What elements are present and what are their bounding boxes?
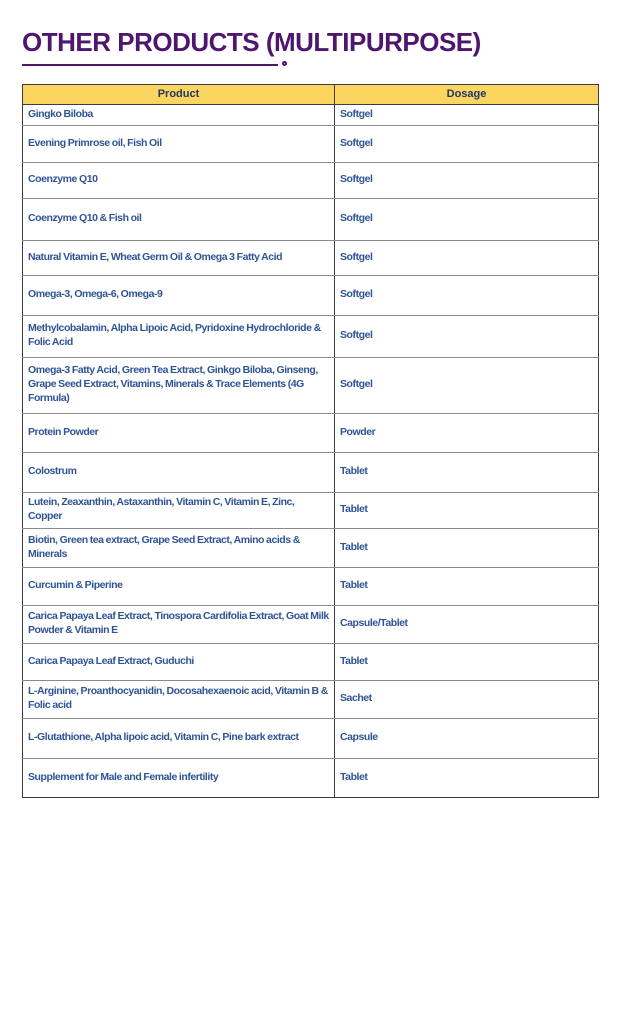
table-row [23,162,599,198]
dosage-cell: Tablet [335,567,599,605]
dosage-cell: Softgel [335,275,599,315]
product-cell: Coenzyme Q10 [23,162,335,198]
dosage-cell: Capsule [335,718,599,758]
product-cell: Protein Powder [23,413,335,452]
table-row [23,605,599,643]
column-header-dosage: Dosage [335,84,599,104]
product-cell: Evening Primrose oil, Fish Oil [23,125,335,162]
table-row [23,315,599,357]
product-cell: L-Glutathione, Alpha lipoic acid, Vitamin C, Pine bark extract [23,718,335,758]
table-row [23,758,599,797]
product-cell: Methylcobalamin, Alpha Lipoic Acid, Pyridoxine Hydrochloride & Folic Acid [23,315,335,357]
product-cell: Natural Vitamin E, Wheat Germ Oil & Omega 3 Fatty Acid [23,240,335,275]
dosage-cell: Tablet [335,643,599,680]
product-cell: Curcumin & Piperine [23,567,335,605]
product-cell: Supplement for Male and Female infertility [23,758,335,797]
page-title: OTHER PRODUCTS (MULTIPURPOSE) [22,27,481,57]
table-row [23,680,599,718]
products-table [22,84,599,798]
table-row [23,240,599,275]
dosage-cell: Softgel [335,240,599,275]
dosage-cell: Softgel [335,198,599,240]
product-cell: Coenzyme Q10 & Fish oil [23,198,335,240]
product-cell: L-Arginine, Proanthocyanidin, Docosahexaenoic acid, Vitamin B & Folic acid [23,680,335,718]
product-cell: Omega-3, Omega-6, Omega-9 [23,275,335,315]
dosage-cell: Softgel [335,125,599,162]
table-row [23,125,599,162]
table-row [23,718,599,758]
dosage-cell: Softgel [335,315,599,357]
product-cell: Lutein, Zeaxanthin, Astaxanthin, Vitamin C, Vitamin E, Zinc, Copper [23,492,335,528]
dosage-cell: Tablet [335,492,599,528]
underline-end-circle-icon [282,61,287,66]
dosage-cell: Tablet [335,528,599,567]
document-page [0,28,622,1024]
table-row [23,528,599,567]
table-header-row [23,84,599,104]
table-row [23,643,599,680]
dosage-cell: Tablet [335,758,599,797]
table-row [23,275,599,315]
table-row [23,492,599,528]
column-header-product: Product [23,84,335,104]
table-row [23,104,599,125]
product-cell: Carica Papaya Leaf Extract, Tinospora Cardifolia Extract, Goat Milk Powder & Vitamin E [23,605,335,643]
dosage-cell: Sachet [335,680,599,718]
title-underline [22,64,278,66]
dosage-cell: Softgel [335,162,599,198]
product-cell: Carica Papaya Leaf Extract, Guduchi [23,643,335,680]
product-cell: Colostrum [23,452,335,492]
table-row [23,452,599,492]
table-row [23,413,599,452]
dosage-cell: Softgel [335,357,599,413]
dosage-cell: Powder [335,413,599,452]
product-cell: Gingko Biloba [23,104,335,125]
product-cell: Biotin, Green tea extract, Grape Seed Extract, Amino acids & Minerals [23,528,335,567]
dosage-cell: Tablet [335,452,599,492]
table-row [23,198,599,240]
dosage-cell: Softgel [335,104,599,125]
table-row [23,567,599,605]
dosage-cell: Capsule/Tablet [335,605,599,643]
product-cell: Omega-3 Fatty Acid, Green Tea Extract, Ginkgo Biloba, Ginseng, Grape Seed Extract, Vitamins, Minerals & Trace Elements (4G Formula) [23,357,335,413]
table-row [23,357,599,413]
